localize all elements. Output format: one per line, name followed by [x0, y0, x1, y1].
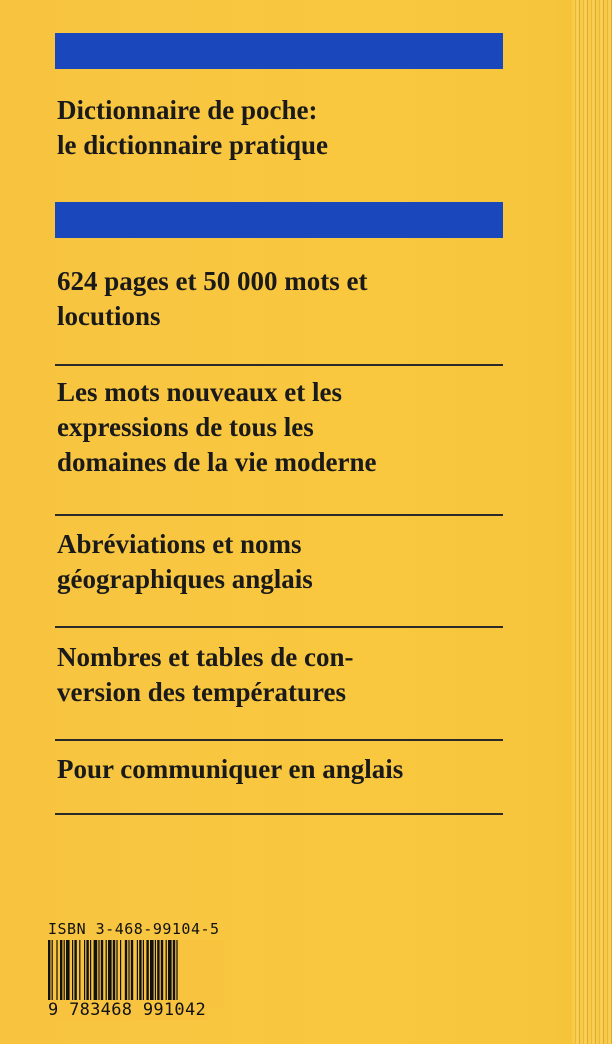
feature-line: Nombres et tables de con-	[57, 642, 354, 672]
divider	[55, 514, 503, 516]
cover-title	[57, 93, 517, 163]
isbn-label: ISBN 3-468-99104-5	[48, 920, 220, 938]
barcode-icon	[46, 940, 224, 1008]
page-edges	[572, 0, 612, 1044]
middle-blue-bar	[55, 202, 503, 238]
feature-line: Abréviations et noms	[57, 529, 302, 559]
feature-line: 624 pages et 50 000 mots et	[57, 266, 368, 296]
feature-line: version des températures	[57, 677, 346, 707]
divider	[55, 364, 503, 366]
feature-line: domaines de la vie moderne	[57, 447, 377, 477]
divider	[55, 739, 503, 741]
top-blue-bar	[55, 33, 503, 69]
feature-line: géographiques anglais	[57, 564, 313, 594]
divider	[55, 813, 503, 815]
feature-pages-count	[57, 264, 517, 334]
feature-line: expressions de tous les	[57, 412, 314, 442]
feature-line: Les mots nouveaux et les	[57, 377, 342, 407]
feature-new-words	[57, 375, 517, 480]
title-line-2: le dictionnaire pratique	[57, 130, 329, 160]
feature-numbers-tables	[57, 640, 517, 710]
barcode-digits: 9 783468 991042	[48, 1000, 207, 1020]
divider	[55, 626, 503, 628]
feature-abbreviations	[57, 527, 517, 597]
feature-communicate	[57, 752, 517, 787]
feature-line: locutions	[57, 301, 161, 331]
feature-line: Pour communiquer en anglais	[57, 754, 404, 784]
title-line-1: Dictionnaire de poche:	[57, 95, 318, 125]
